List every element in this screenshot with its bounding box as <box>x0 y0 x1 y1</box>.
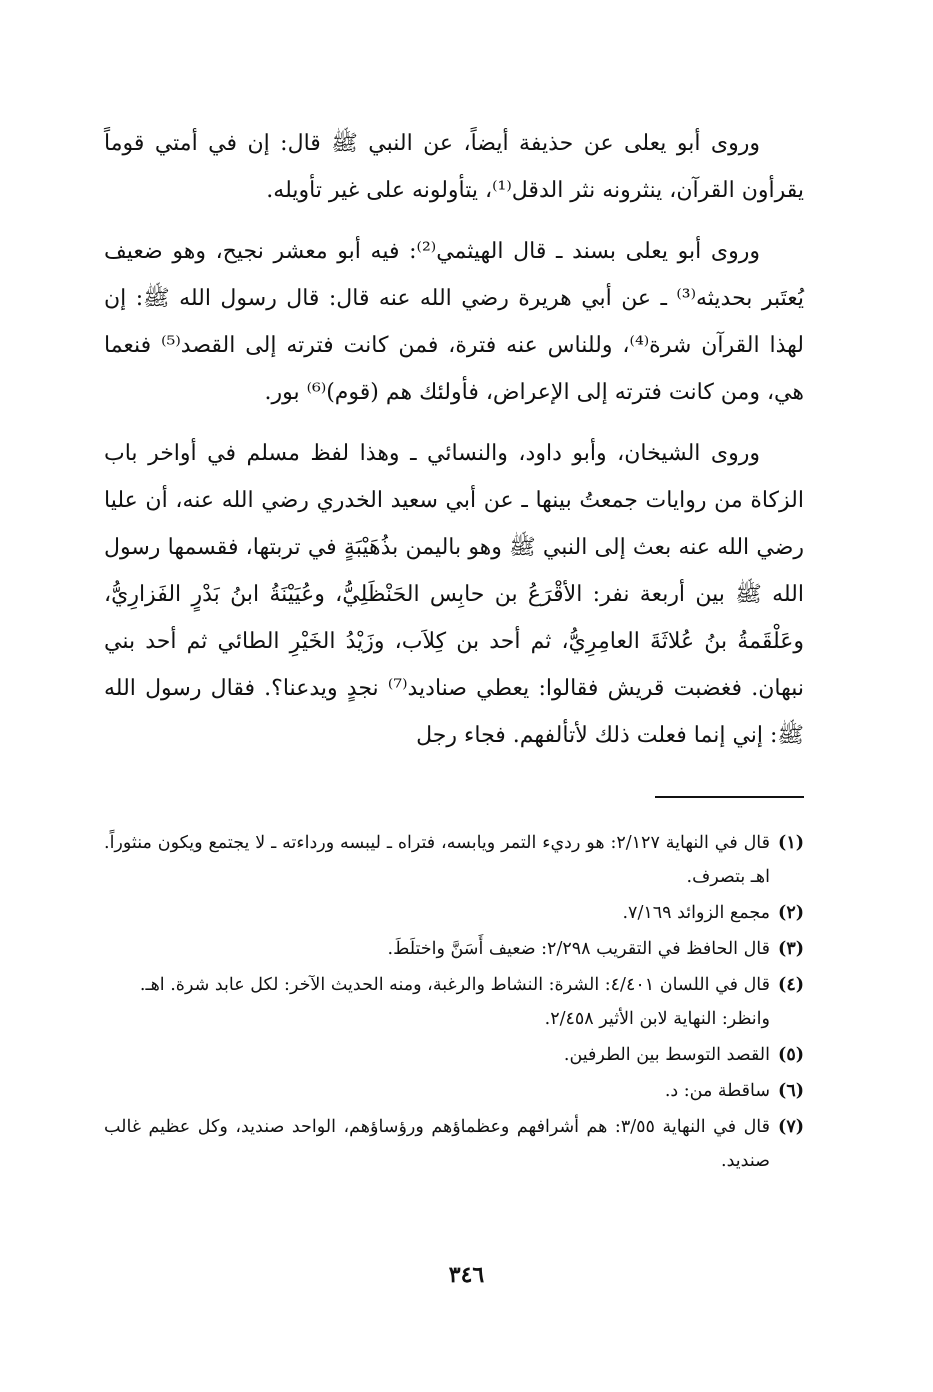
footnote-number: (١) <box>778 833 804 853</box>
footnote-text: ساقطة من: د. <box>664 1081 770 1101</box>
footnote-text: قال في النهاية ٣/٥٥: هم أشرافهم وعظماؤهم ورؤساؤهم، الواحد صنديد، وكل عظيم غالب صنديد. <box>104 1117 770 1171</box>
paragraph <box>104 430 804 759</box>
paragraph <box>104 228 804 416</box>
footnote <box>104 1074 804 1108</box>
paragraph-text: وروى الشيخان، وأبو داود، والنسائي ـ وهذا لفظ مسلم في أواخر باب الزكاة من روايات جمعتُ بينها ـ عن أبي سعيد الخدري رضي الله عنه، أن عليا رضي الله عنه بعث إلى النبي ﷺ وهو باليمن بذُهَيْبَةٍ في تربتها، فقسمها رسول الله ﷺ بين أربعة نفر: الأقْرَعُ بن حابِس الحَنْظَلِيُّ، وعُيَيْنَةُ ابنُ بَدْرٍ الفَزارِيُّ، وعَلْقَمةُ بنُ عُلاثَةَ العامِرِيُّ، ثم أحد بن كِلاَب، وزَيْدُ الخَيْرِ الطائي ثم أحد بني نبهان. فغضبت قريش فقالوا: يعطي صناديد⁽⁷⁾ نجدٍ ويدعنا؟. فقال رسول الله ﷺ: إني إنما فعلت ذلك لأتألفهم. فجاء رجل <box>104 441 804 748</box>
footnote-text: قال في النهاية ٢/١٢٧: هو رديء التمر ويابسه، فتراه ـ ليبسه ورداءته ـ لا يجتمع ويكون منثوراً. اهـ بتصرف. <box>104 833 770 887</box>
footnote-extra: وانظر: النهاية لابن الأثير ٢/٤٥٨. <box>544 1009 770 1029</box>
footnote-text: قال في اللسان ٤/٤٠١: الشرة: النشاط والرغبة، ومنه الحديث الآخر: لكل عابد شرة. اهـ. <box>139 975 770 995</box>
footnote <box>104 1110 804 1178</box>
footnote-number: (٣) <box>778 939 804 959</box>
footnote-number: (٤) <box>778 975 804 995</box>
footnote-text: مجمع الزوائد ٧/١٦٩. <box>622 903 770 923</box>
paragraph <box>104 120 804 214</box>
footnote-text: قال الحافظ في التقريب ٢/٢٩٨: ضعيف أَسَنَّ واختلَطَ. <box>387 939 770 959</box>
page-number: ٣٤٦ <box>448 1262 485 1288</box>
footnote <box>104 826 804 894</box>
footnote <box>104 932 804 966</box>
footnote <box>104 896 804 930</box>
paragraph-text: وروى أبو يعلى بسند ـ قال الهيثمي⁽²⁾: فيه أبو معشر نجيح، وهو ضعيف يُعتَبر بحديثه⁽³⁾ ـ عن أبي هريرة رضي الله عنه قال: قال رسول الله ﷺ: إن لهذا القرآن شرة⁽⁴⁾، وللناس عنه فترة، فمن كانت فترته إلى القصد⁽⁵⁾ فنعما هي، ومن كانت فترته إلى الإعراض، فأولئك هم (قوم)⁽⁶⁾ بور. <box>104 239 805 405</box>
footnote-number: (٦) <box>778 1081 804 1101</box>
paragraph-text: وروى أبو يعلى عن حذيفة أيضاً، عن النبي ﷺ قال: إن في أمتي قوماً يقرأون القرآن، ينثرونه نثر الدقل⁽¹⁾، يتأولونه على غير تأويله. <box>104 131 804 203</box>
main-text <box>104 120 804 773</box>
footnote <box>104 1038 804 1072</box>
footnote-divider <box>655 796 804 798</box>
footnote-text: القصد التوسط بين الطرفين. <box>563 1045 770 1065</box>
footnotes <box>104 826 804 1180</box>
footnote-number: (٢) <box>778 903 804 923</box>
footnote-number: (٥) <box>778 1045 804 1065</box>
footnote <box>104 968 804 1036</box>
footnote-number: (٧) <box>778 1117 804 1137</box>
